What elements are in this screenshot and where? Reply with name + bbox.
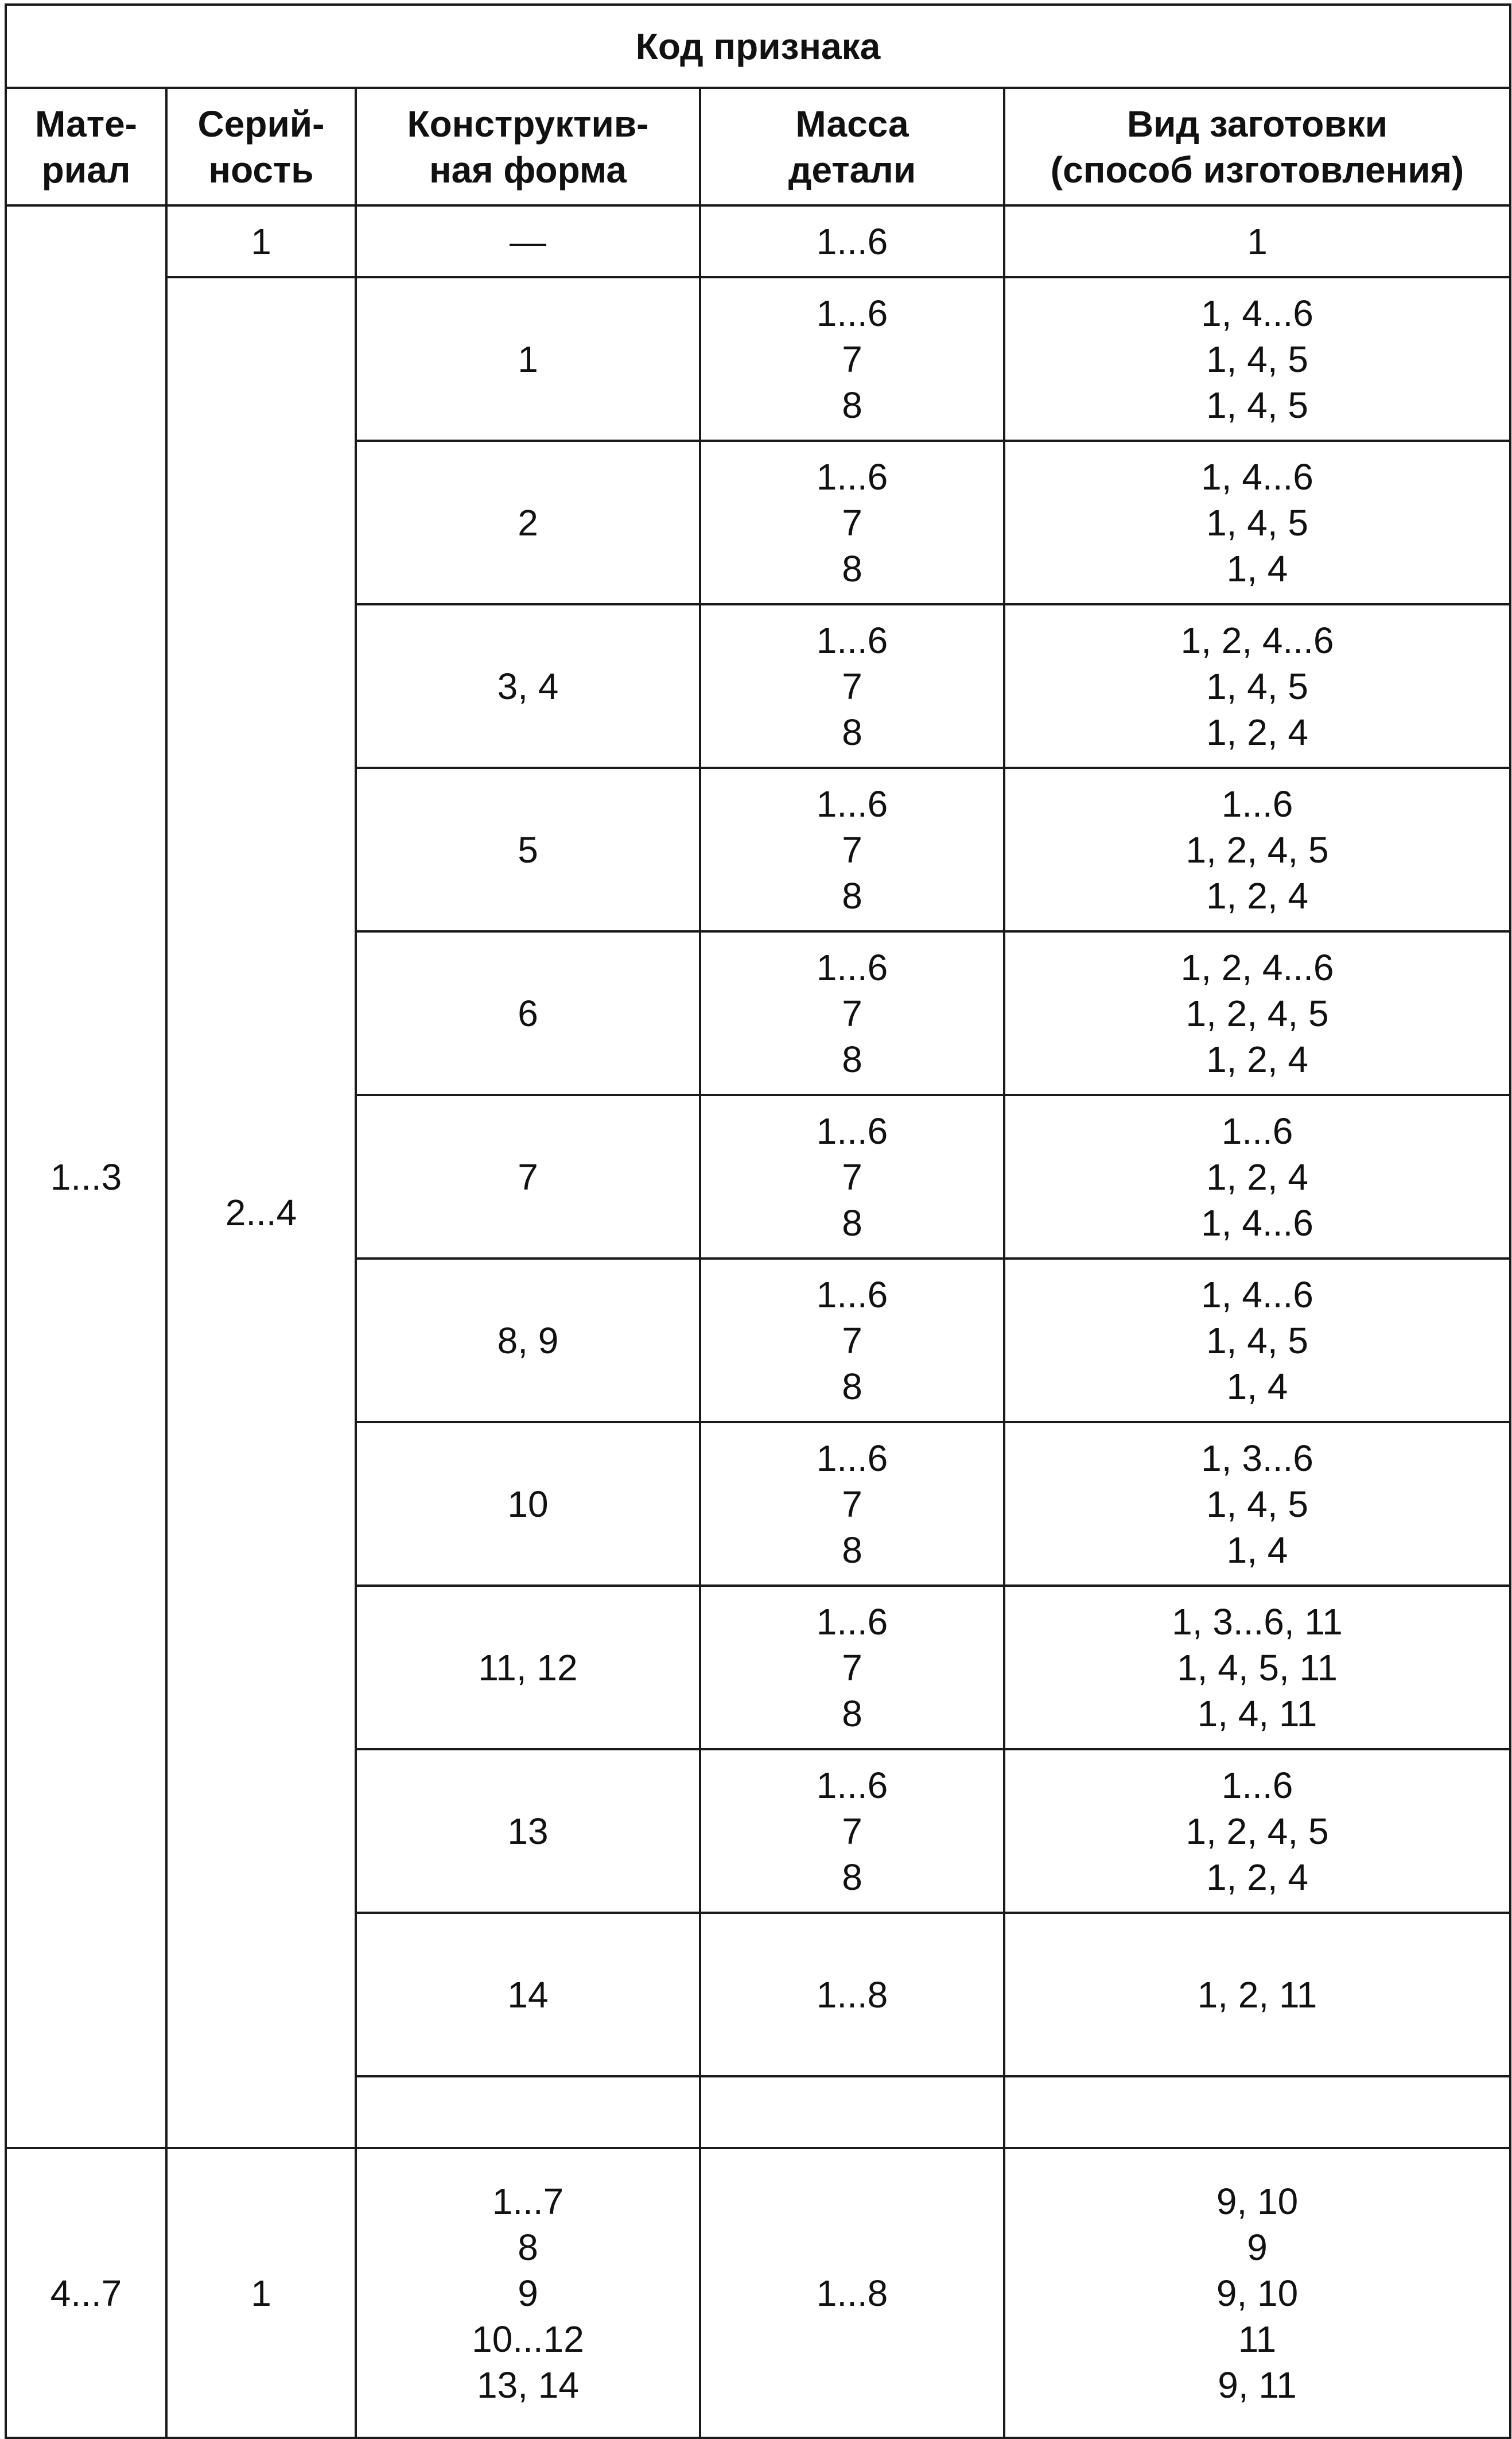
header-form: Конструктив- ная форма (356, 88, 700, 205)
header-material: Мате- риал (6, 88, 166, 205)
mass-cell: 1...6 7 8 (700, 1422, 1004, 1586)
form-cell: 14 (356, 1913, 700, 2076)
table-title: Код признака (6, 5, 1510, 88)
mass-cell: 1...6 (700, 205, 1004, 277)
table-row (6, 205, 1510, 277)
blank-cell: 1, 4...6 1, 4, 5 1, 4, 5 (1004, 277, 1510, 441)
blank-cell: 1, 2, 11 (1004, 1913, 1510, 2076)
form-cell: 1 (356, 277, 700, 441)
mass-cell: 1...6 7 8 (700, 1586, 1004, 1749)
header-seriality: Серий- ность (166, 88, 356, 205)
form-cell: 8, 9 (356, 1259, 700, 1422)
mass-cell: 1...6 7 8 (700, 1749, 1004, 1913)
header-mass: Масса детали (700, 88, 1004, 205)
mass-cell: 1...6 7 8 (700, 441, 1004, 604)
blank-cell: 1...6 1, 2, 4, 5 1, 2, 4 (1004, 1749, 1510, 1913)
mass-cell: 1...6 7 8 (700, 604, 1004, 768)
form-cell: 5 (356, 768, 700, 931)
form-cell: 6 (356, 931, 700, 1095)
form-cell: 11, 12 (356, 1586, 700, 1749)
mass-cell: 1...6 7 8 (700, 277, 1004, 441)
seriality-cell: 2...4 (166, 277, 356, 2148)
form-cell (356, 2076, 700, 2148)
blank-cell: 9, 10 9 9, 10 11 9, 11 (1004, 2148, 1510, 2438)
form-cell: 7 (356, 1095, 700, 1259)
mass-cell: 1...6 7 8 (700, 931, 1004, 1095)
mass-cell: 1...8 (700, 1913, 1004, 2076)
material-cell: 1...3 (6, 205, 166, 2148)
blank-cell: 1...6 1, 2, 4, 5 1, 2, 4 (1004, 768, 1510, 931)
mass-cell (700, 2076, 1004, 2148)
mass-cell: 1...6 7 8 (700, 1259, 1004, 1422)
seriality-cell: 1 (166, 205, 356, 277)
seriality-cell: 1 (166, 2148, 356, 2438)
form-cell: 13 (356, 1749, 700, 1913)
mass-cell: 1...6 7 8 (700, 768, 1004, 931)
table-row (6, 277, 1510, 441)
mass-cell: 1...8 (700, 2148, 1004, 2438)
form-cell: — (356, 205, 700, 277)
blank-cell (1004, 2076, 1510, 2148)
blank-cell: 1, 4...6 1, 4, 5 1, 4 (1004, 1259, 1510, 1422)
feature-code-table (5, 3, 1511, 2439)
table-row (6, 2148, 1510, 2438)
mass-cell: 1...6 7 8 (700, 1095, 1004, 1259)
material-cell: 4...7 (6, 2148, 166, 2438)
form-cell: 3, 4 (356, 604, 700, 768)
header-blank: Вид заготовки (способ изготовления) (1004, 88, 1510, 205)
form-cell: 1...7 8 9 10...12 13, 14 (356, 2148, 700, 2438)
blank-cell: 1, 2, 4...6 1, 4, 5 1, 2, 4 (1004, 604, 1510, 768)
blank-cell: 1 (1004, 205, 1510, 277)
blank-cell: 1, 3...6 1, 4, 5 1, 4 (1004, 1422, 1510, 1586)
form-cell: 2 (356, 441, 700, 604)
blank-cell: 1, 4...6 1, 4, 5 1, 4 (1004, 441, 1510, 604)
blank-cell: 1...6 1, 2, 4 1, 4...6 (1004, 1095, 1510, 1259)
form-cell: 10 (356, 1422, 700, 1586)
blank-cell: 1, 2, 4...6 1, 2, 4, 5 1, 2, 4 (1004, 931, 1510, 1095)
blank-cell: 1, 3...6, 11 1, 4, 5, 11 1, 4, 11 (1004, 1586, 1510, 1749)
